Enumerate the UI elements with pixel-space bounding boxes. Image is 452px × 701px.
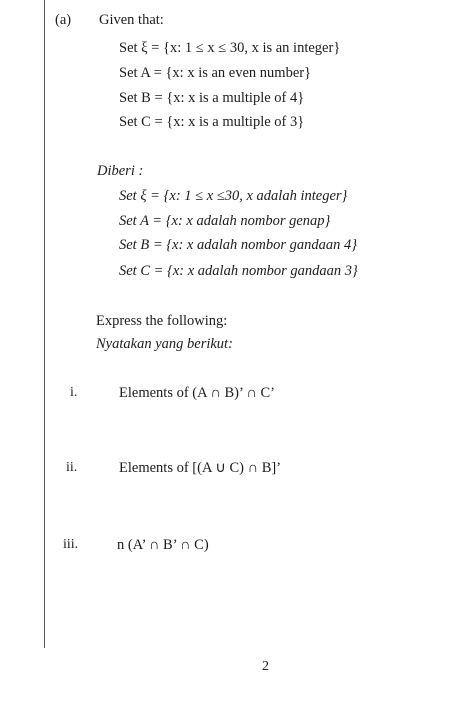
malay-heading: Diberi : [97,163,144,179]
given-heading: Given that: [99,12,164,28]
malay-set-c: Set C = {x: x adalah nombor gandaan 3} [119,263,358,279]
english-set-b: Set B = {x: x is a multiple of 4} [119,90,305,106]
part-iii-text: n (A’ ∩ B’ ∩ C) [117,537,209,553]
part-i-text: Elements of (A ∩ B)’ ∩ C’ [119,385,275,401]
part-ii-numeral: ii. [66,460,78,475]
left-margin-rule [44,0,45,648]
instruction-english: Express the following: [96,313,228,329]
page-number: 2 [262,659,269,674]
question-label: (a) [55,12,72,28]
part-i-numeral: i. [70,385,78,400]
english-set-c: Set C = {x: x is a multiple of 3} [119,114,305,130]
malay-set-a: Set A = {x: x adalah nombor genap} [119,213,331,229]
part-ii-text: Elements of [(A ∪ C) ∩ B]’ [119,460,282,476]
english-set-universal: Set ξ = {x: 1 ≤ x ≤ 30, x is an integer} [119,40,341,56]
instruction-malay: Nyatakan yang berikut: [96,336,233,352]
malay-set-b: Set B = {x: x adalah nombor gandaan 4} [119,237,358,253]
malay-set-universal: Set ξ = {x: 1 ≤ x ≤30, x adalah integer} [119,188,348,204]
english-set-a: Set A = {x: x is an even number} [119,65,312,81]
part-iii-numeral: iii. [63,537,79,552]
